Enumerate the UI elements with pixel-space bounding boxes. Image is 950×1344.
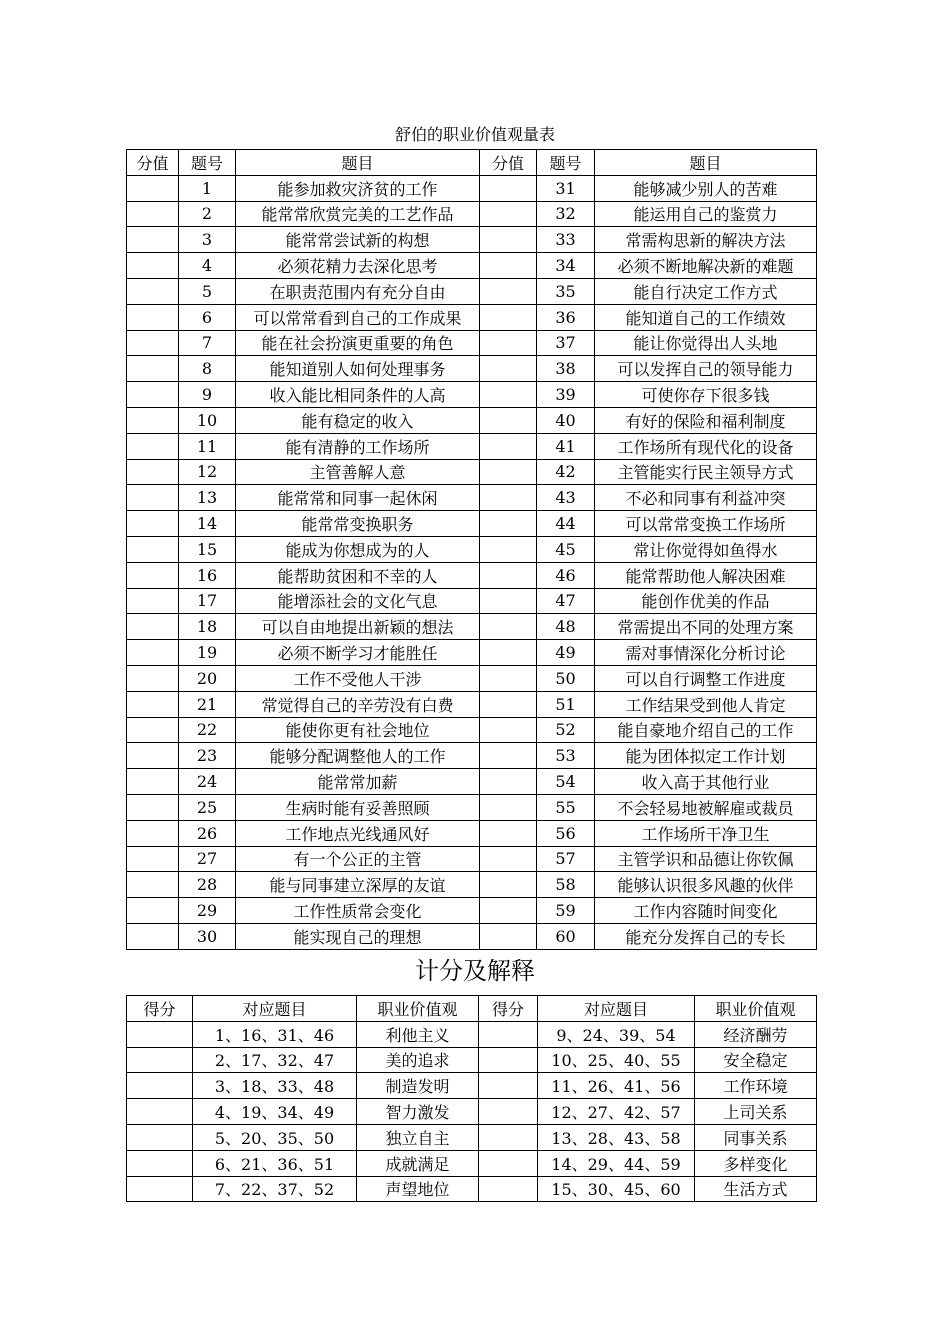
item-number-cell: 44 (537, 511, 595, 537)
score-cell[interactable] (127, 227, 179, 253)
score-cell[interactable] (127, 923, 179, 949)
item-number-cell: 35 (537, 278, 595, 304)
item-number-cell: 10 (179, 407, 236, 433)
score-cell[interactable] (480, 923, 537, 949)
total-score-cell[interactable] (479, 1150, 538, 1176)
item-text-cell: 工作性质常会变化 (236, 898, 480, 924)
score-cell[interactable] (480, 820, 537, 846)
item-number-cell: 46 (537, 562, 595, 588)
score-cell[interactable] (480, 536, 537, 562)
table-row (127, 872, 817, 898)
score-cell[interactable] (480, 304, 537, 330)
score-cell[interactable] (480, 640, 537, 666)
table-row (127, 175, 817, 201)
item-text-cell: 能知道别人如何处理事务 (236, 356, 480, 382)
related-items-cell: 4、19、34、49 (193, 1099, 357, 1125)
item-text-cell: 能够分配调整他人的工作 (236, 743, 480, 769)
total-score-cell[interactable] (127, 1099, 193, 1125)
table-row (127, 1150, 817, 1176)
table-row (127, 356, 817, 382)
related-items-cell: 13、28、43、58 (538, 1124, 695, 1150)
item-number-cell: 50 (537, 665, 595, 691)
table-row (127, 511, 817, 537)
item-number-cell: 49 (537, 640, 595, 666)
related-items-cell: 10、25、40、55 (538, 1047, 695, 1073)
item-text-cell: 能帮助贫困和不幸的人 (236, 562, 480, 588)
score-cell[interactable] (127, 382, 179, 408)
item-number-cell: 25 (179, 794, 236, 820)
item-text-cell: 常让你觉得如鱼得水 (595, 536, 817, 562)
score-cell[interactable] (127, 407, 179, 433)
score-cell[interactable] (480, 588, 537, 614)
total-score-cell[interactable] (127, 1176, 193, 1202)
table-row (127, 562, 817, 588)
table-row (127, 253, 817, 279)
scoring-table-body (127, 1021, 817, 1202)
table-row (127, 794, 817, 820)
item-text-cell: 能常常和同事一起休闲 (236, 485, 480, 511)
item-number-cell: 5 (179, 278, 236, 304)
value-name-cell: 成就满足 (357, 1150, 479, 1176)
item-text-cell: 能创作优美的作品 (595, 588, 817, 614)
item-number-cell: 21 (179, 691, 236, 717)
item-number-cell: 8 (179, 356, 236, 382)
item-text-cell: 必须不断学习才能胜任 (236, 640, 480, 666)
item-number-cell: 16 (179, 562, 236, 588)
total-score-cell[interactable] (479, 1176, 538, 1202)
item-number-cell: 22 (179, 717, 236, 743)
score-cell[interactable] (127, 459, 179, 485)
item-text-cell: 可以自行调整工作进度 (595, 665, 817, 691)
score-cell[interactable] (480, 898, 537, 924)
item-number-cell: 19 (179, 640, 236, 666)
item-text-cell: 收入能比相同条件的人高 (236, 382, 480, 408)
header-item-number: 题号 (537, 150, 595, 176)
item-number-cell: 26 (179, 820, 236, 846)
item-text-cell: 可以自由地提出新颖的想法 (236, 614, 480, 640)
item-text-cell: 生病时能有妥善照顾 (236, 794, 480, 820)
score-cell[interactable] (480, 407, 537, 433)
item-text-cell: 能常常加薪 (236, 769, 480, 795)
item-number-cell: 20 (179, 665, 236, 691)
table-row (127, 227, 817, 253)
score-cell[interactable] (127, 485, 179, 511)
score-cell[interactable] (480, 278, 537, 304)
item-text-cell: 常需构思新的解决方法 (595, 227, 817, 253)
item-text-cell: 能让你觉得出人头地 (595, 330, 817, 356)
item-number-cell: 51 (537, 691, 595, 717)
score-cell[interactable] (127, 743, 179, 769)
item-number-cell: 2 (179, 201, 236, 227)
value-name-cell: 工作环境 (695, 1073, 817, 1099)
item-text-cell: 能有清静的工作场所 (236, 433, 480, 459)
score-cell[interactable] (480, 459, 537, 485)
item-text-cell: 有好的保险和福利制度 (595, 407, 817, 433)
item-number-cell: 43 (537, 485, 595, 511)
value-name-cell: 制造发明 (357, 1073, 479, 1099)
score-cell[interactable] (127, 691, 179, 717)
table-row (127, 1073, 817, 1099)
item-text-cell: 能参加救灾济贫的工作 (236, 175, 480, 201)
header-related-items: 对应题目 (538, 996, 695, 1022)
score-cell[interactable] (480, 227, 537, 253)
item-number-cell: 42 (537, 459, 595, 485)
item-number-cell: 59 (537, 898, 595, 924)
item-text-cell: 能成为你想成为的人 (236, 536, 480, 562)
table-row (127, 769, 817, 795)
score-cell[interactable] (127, 253, 179, 279)
item-number-cell: 29 (179, 898, 236, 924)
item-number-cell: 36 (537, 304, 595, 330)
score-cell[interactable] (480, 691, 537, 717)
table-row (127, 459, 817, 485)
item-text-cell: 能充分发挥自己的专长 (595, 923, 817, 949)
item-text-cell: 能常常变换职务 (236, 511, 480, 537)
item-text-cell: 能在社会扮演更重要的角色 (236, 330, 480, 356)
table-row (127, 691, 817, 717)
item-text-cell: 常需提出不同的处理方案 (595, 614, 817, 640)
total-score-cell[interactable] (127, 1047, 193, 1073)
table-row (127, 614, 817, 640)
item-text-cell: 主管学识和品德让你钦佩 (595, 846, 817, 872)
related-items-cell: 14、29、44、59 (538, 1150, 695, 1176)
item-number-cell: 40 (537, 407, 595, 433)
item-number-cell: 48 (537, 614, 595, 640)
table-row (127, 1021, 817, 1047)
score-cell[interactable] (480, 872, 537, 898)
score-cell[interactable] (480, 769, 537, 795)
scoring-table-header (127, 996, 817, 1022)
item-text-cell: 能有稳定的收入 (236, 407, 480, 433)
value-name-cell: 智力激发 (357, 1099, 479, 1125)
table-row (127, 1124, 817, 1150)
table-row (127, 665, 817, 691)
score-cell[interactable] (127, 562, 179, 588)
item-number-cell: 11 (179, 433, 236, 459)
item-text-cell: 必须花精力去深化思考 (236, 253, 480, 279)
score-cell[interactable] (480, 433, 537, 459)
item-number-cell: 39 (537, 382, 595, 408)
item-number-cell: 60 (537, 923, 595, 949)
survey-table-body (127, 175, 817, 949)
header-related-items: 对应题目 (193, 996, 357, 1022)
item-text-cell: 必须不断地解决新的难题 (595, 253, 817, 279)
total-score-cell[interactable] (479, 1073, 538, 1099)
item-text-cell: 能为团体拟定工作计划 (595, 743, 817, 769)
item-text-cell: 工作地点光线通风好 (236, 820, 480, 846)
table-row (127, 278, 817, 304)
item-number-cell: 45 (537, 536, 595, 562)
item-text-cell: 不必和同事有利益冲突 (595, 485, 817, 511)
table-row (127, 407, 817, 433)
item-number-cell: 14 (179, 511, 236, 537)
score-cell[interactable] (127, 820, 179, 846)
item-number-cell: 54 (537, 769, 595, 795)
score-cell[interactable] (480, 743, 537, 769)
item-number-cell: 12 (179, 459, 236, 485)
item-text-cell: 常觉得自己的辛劳没有白费 (236, 691, 480, 717)
scoring-title: 计分及解释 (415, 957, 535, 985)
score-cell[interactable] (480, 717, 537, 743)
value-name-cell: 经济酬劳 (695, 1021, 817, 1047)
score-cell[interactable] (480, 846, 537, 872)
total-score-cell[interactable] (479, 1021, 538, 1047)
table-row (127, 717, 817, 743)
value-name-cell: 独立自主 (357, 1124, 479, 1150)
score-cell[interactable] (127, 614, 179, 640)
value-name-cell: 利他主义 (357, 1021, 479, 1047)
header-value-name: 职业价值观 (357, 996, 479, 1022)
item-text-cell: 能实现自己的理想 (236, 923, 480, 949)
related-items-cell: 7、22、37、52 (193, 1176, 357, 1202)
item-text-cell: 有一个公正的主管 (236, 846, 480, 872)
score-cell[interactable] (480, 562, 537, 588)
score-cell[interactable] (127, 588, 179, 614)
total-score-cell[interactable] (127, 1124, 193, 1150)
item-number-cell: 34 (537, 253, 595, 279)
score-cell[interactable] (127, 356, 179, 382)
item-number-cell: 27 (179, 846, 236, 872)
item-text-cell: 能自行决定工作方式 (595, 278, 817, 304)
score-cell[interactable] (480, 253, 537, 279)
item-number-cell: 52 (537, 717, 595, 743)
score-cell[interactable] (480, 175, 537, 201)
item-text-cell: 能自豪地介绍自己的工作 (595, 717, 817, 743)
score-cell[interactable] (480, 382, 537, 408)
item-number-cell: 4 (179, 253, 236, 279)
total-score-cell[interactable] (127, 1073, 193, 1099)
score-cell[interactable] (127, 872, 179, 898)
item-text-cell: 工作结果受到他人肯定 (595, 691, 817, 717)
score-cell[interactable] (127, 665, 179, 691)
header-total-score: 得分 (479, 996, 538, 1022)
total-score-cell[interactable] (479, 1124, 538, 1150)
score-cell[interactable] (127, 846, 179, 872)
item-text-cell: 能够认识很多风趣的伙伴 (595, 872, 817, 898)
table-row (127, 743, 817, 769)
score-cell[interactable] (480, 665, 537, 691)
item-number-cell: 3 (179, 227, 236, 253)
item-number-cell: 41 (537, 433, 595, 459)
related-items-cell: 5、20、35、50 (193, 1124, 357, 1150)
score-cell[interactable] (127, 536, 179, 562)
item-text-cell: 可以发挥自己的领导能力 (595, 356, 817, 382)
score-cell[interactable] (127, 640, 179, 666)
item-text-cell: 能常常尝试新的构想 (236, 227, 480, 253)
item-text-cell: 能与同事建立深厚的友谊 (236, 872, 480, 898)
value-name-cell: 安全稳定 (695, 1047, 817, 1073)
score-cell[interactable] (127, 201, 179, 227)
value-name-cell: 多样变化 (695, 1150, 817, 1176)
total-score-cell[interactable] (127, 1150, 193, 1176)
item-text-cell: 能使你更有社会地位 (236, 717, 480, 743)
item-text-cell: 能增添社会的文化气息 (236, 588, 480, 614)
item-number-cell: 24 (179, 769, 236, 795)
table-row (127, 820, 817, 846)
score-cell[interactable] (480, 356, 537, 382)
header-score: 分值 (127, 150, 179, 176)
item-number-cell: 37 (537, 330, 595, 356)
header-item-text: 题目 (236, 150, 480, 176)
item-text-cell: 能常帮助他人解决困难 (595, 562, 817, 588)
item-text-cell: 能常常欣赏完美的工艺作品 (236, 201, 480, 227)
value-name-cell: 生活方式 (695, 1176, 817, 1202)
item-number-cell: 53 (537, 743, 595, 769)
related-items-cell: 11、26、41、56 (538, 1073, 695, 1099)
table-row (127, 304, 817, 330)
table-row (127, 536, 817, 562)
score-cell[interactable] (480, 794, 537, 820)
score-cell[interactable] (127, 278, 179, 304)
item-number-cell: 32 (537, 201, 595, 227)
related-items-cell: 15、30、45、60 (538, 1176, 695, 1202)
item-number-cell: 6 (179, 304, 236, 330)
score-cell[interactable] (127, 769, 179, 795)
related-items-cell: 9、24、39、54 (538, 1021, 695, 1047)
item-number-cell: 9 (179, 382, 236, 408)
scoring-table (126, 995, 817, 1202)
item-text-cell: 不会轻易地被解雇或裁员 (595, 794, 817, 820)
item-text-cell: 能运用自己的鉴赏力 (595, 201, 817, 227)
related-items-cell: 6、21、36、51 (193, 1150, 357, 1176)
item-number-cell: 30 (179, 923, 236, 949)
item-text-cell: 收入高于其他行业 (595, 769, 817, 795)
total-score-cell[interactable] (479, 1047, 538, 1073)
score-cell[interactable] (480, 511, 537, 537)
item-number-cell: 1 (179, 175, 236, 201)
score-cell[interactable] (127, 304, 179, 330)
item-text-cell: 工作场所干净卫生 (595, 820, 817, 846)
value-name-cell: 美的追求 (357, 1047, 479, 1073)
item-number-cell: 18 (179, 614, 236, 640)
table-row (127, 1176, 817, 1202)
item-number-cell: 55 (537, 794, 595, 820)
item-text-cell: 在职责范围内有充分自由 (236, 278, 480, 304)
header-total-score: 得分 (127, 996, 193, 1022)
item-text-cell: 能够减少别人的苦难 (595, 175, 817, 201)
table-row (127, 1099, 817, 1125)
table-row (127, 898, 817, 924)
item-number-cell: 57 (537, 846, 595, 872)
table-row (127, 485, 817, 511)
value-name-cell: 上司关系 (695, 1099, 817, 1125)
table-row (127, 640, 817, 666)
item-text-cell: 工作内容随时间变化 (595, 898, 817, 924)
score-cell[interactable] (480, 485, 537, 511)
total-score-cell[interactable] (127, 1021, 193, 1047)
header-item-text: 题目 (595, 150, 817, 176)
table-row (127, 1047, 817, 1073)
table-row (127, 923, 817, 949)
table-row (127, 382, 817, 408)
score-cell[interactable] (127, 511, 179, 537)
item-text-cell: 可以常常看到自己的工作成果 (236, 304, 480, 330)
item-number-cell: 28 (179, 872, 236, 898)
item-text-cell: 工作场所有现代化的设备 (595, 433, 817, 459)
survey-table (126, 149, 817, 950)
item-number-cell: 13 (179, 485, 236, 511)
item-number-cell: 15 (179, 536, 236, 562)
item-number-cell: 38 (537, 356, 595, 382)
related-items-cell: 3、18、33、48 (193, 1073, 357, 1099)
score-cell[interactable] (127, 433, 179, 459)
related-items-cell: 12、27、42、57 (538, 1099, 695, 1125)
header-item-number: 题号 (179, 150, 236, 176)
table-row (127, 201, 817, 227)
item-number-cell: 33 (537, 227, 595, 253)
survey-table-header (127, 150, 817, 176)
item-number-cell: 31 (537, 175, 595, 201)
table-row (127, 846, 817, 872)
item-text-cell: 可以常常变换工作场所 (595, 511, 817, 537)
item-number-cell: 56 (537, 820, 595, 846)
item-text-cell: 可使你存下很多钱 (595, 382, 817, 408)
score-cell[interactable] (127, 794, 179, 820)
score-cell[interactable] (480, 614, 537, 640)
survey-title: 舒伯的职业价值观量表 (394, 125, 555, 144)
header-value-name: 职业价值观 (695, 996, 817, 1022)
item-number-cell: 17 (179, 588, 236, 614)
related-items-cell: 1、16、31、46 (193, 1021, 357, 1047)
score-cell[interactable] (480, 201, 537, 227)
score-cell[interactable] (127, 175, 179, 201)
item-number-cell: 58 (537, 872, 595, 898)
header-score: 分值 (480, 150, 537, 176)
score-cell[interactable] (127, 898, 179, 924)
related-items-cell: 2、17、32、47 (193, 1047, 357, 1073)
table-row (127, 588, 817, 614)
item-text-cell: 能知道自己的工作绩效 (595, 304, 817, 330)
score-cell[interactable] (480, 330, 537, 356)
value-name-cell: 同事关系 (695, 1124, 817, 1150)
score-cell[interactable] (127, 717, 179, 743)
item-text-cell: 主管能实行民主领导方式 (595, 459, 817, 485)
score-cell[interactable] (127, 330, 179, 356)
table-row (127, 330, 817, 356)
total-score-cell[interactable] (479, 1099, 538, 1125)
item-text-cell: 主管善解人意 (236, 459, 480, 485)
item-text-cell: 工作不受他人干涉 (236, 665, 480, 691)
item-number-cell: 47 (537, 588, 595, 614)
item-text-cell: 需对事情深化分析讨论 (595, 640, 817, 666)
table-row (127, 433, 817, 459)
item-number-cell: 7 (179, 330, 236, 356)
value-name-cell: 声望地位 (357, 1176, 479, 1202)
item-number-cell: 23 (179, 743, 236, 769)
